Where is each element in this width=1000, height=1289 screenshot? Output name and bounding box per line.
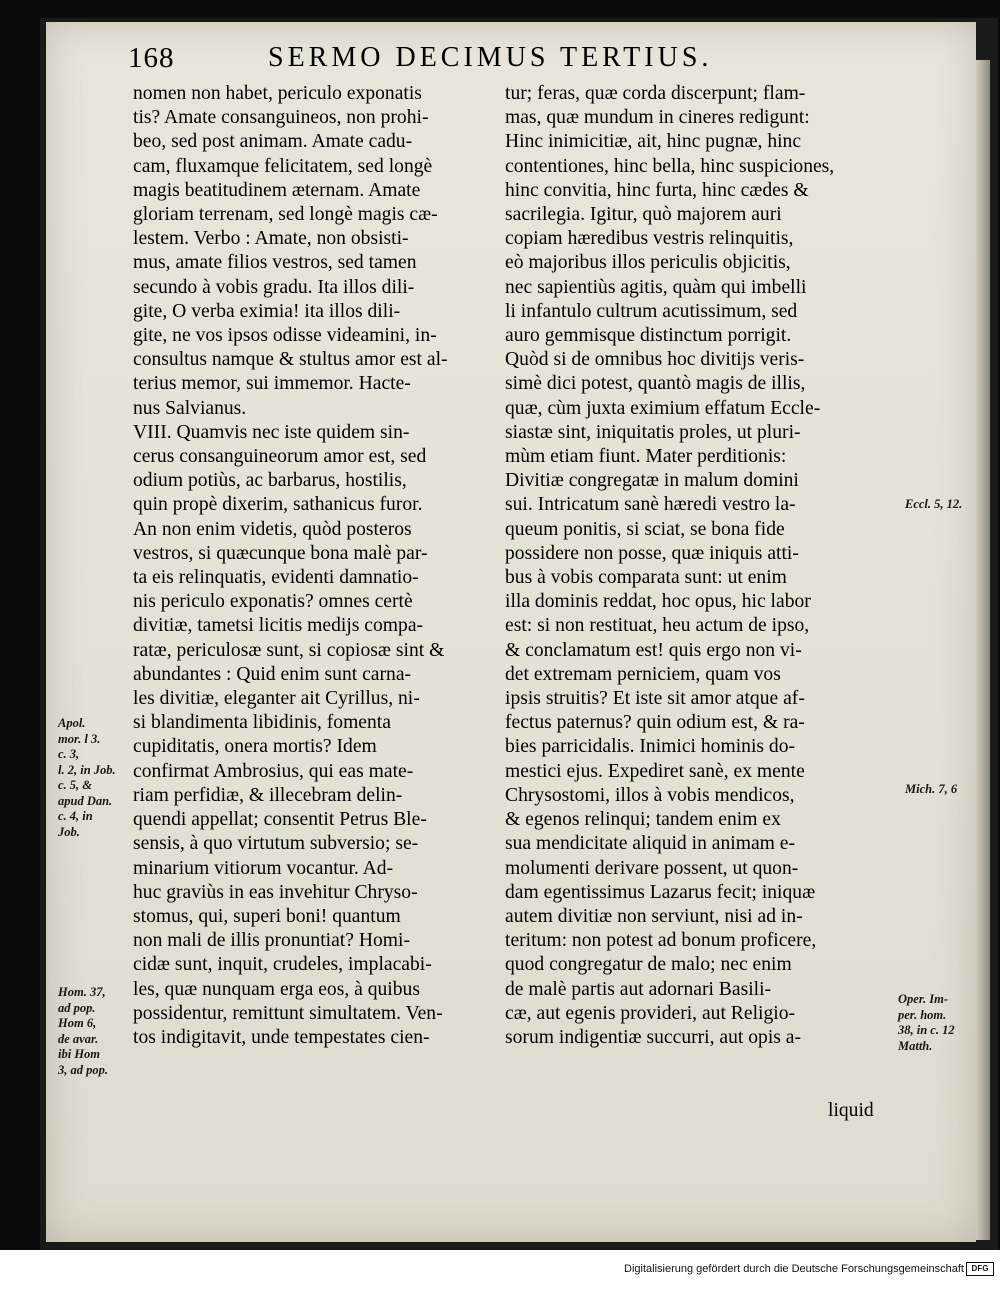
text-line: teritum: non potest ad bonum proficere, — [505, 930, 817, 952]
margin-note-line: ibi Hom — [58, 1047, 101, 1061]
catchword: liquid — [828, 1100, 874, 1121]
text-line: nis periculo exponatis? omnes certè — [133, 591, 413, 613]
dfg-logo: DFG — [966, 1262, 994, 1276]
text-line: possidere non posse, quæ iniquis atti- — [505, 542, 799, 564]
text-line: quod congregatur de malo; nec enim — [505, 954, 792, 976]
page-header — [128, 42, 888, 82]
text-line: consultus namque & stultus amor est al- — [133, 349, 448, 371]
text-line: illa dominis reddat, hoc opus, hic labor — [505, 591, 811, 613]
text-line: tos indigitavit, unde tempestates cien- — [133, 1026, 430, 1048]
text-line: huc graviùs in eas invehitur Chryso- — [133, 881, 418, 903]
text-line: divitiæ, tametsi licitis medijs compa- — [133, 615, 424, 637]
text-line: cupiditatis, onera mortis? Idem — [133, 736, 377, 758]
margin-note-hom — [58, 985, 108, 1078]
text-line: secundo à vobis gradu. Ita illos dili- — [133, 276, 415, 298]
text-line: tis? Amate consanguineos, non prohi- — [133, 107, 429, 129]
margin-note-line: ad pop. — [58, 1000, 96, 1015]
text-line: riam perfidiæ, & illecebram delin- — [133, 784, 403, 806]
text-line: possidentur, remittunt simultatem. Ven- — [133, 1002, 443, 1024]
running-head: SERMO DECIMUS TERTIUS. — [268, 42, 713, 73]
margin-note-line: Apol. — [58, 716, 86, 730]
text-line: contentiones, hinc bella, hinc suspiciones, — [505, 155, 835, 177]
margin-note-line: c. 3, — [58, 747, 80, 761]
text-line: Chrysostomi, illos à vobis mendicos, — [505, 784, 795, 806]
text-line: nus Salvianus. — [133, 397, 247, 419]
margin-note-line: c. 4, in — [58, 809, 93, 823]
page-number: 168 — [128, 42, 175, 74]
text-line: cam, fluxamque felicitatem, sed longè — [133, 155, 433, 177]
margin-note-line: per. hom. — [898, 1007, 947, 1022]
text-line: sacrilegia. Igitur, quò majorem auri — [505, 204, 782, 226]
margin-note-line: 3, ad pop. — [58, 1062, 108, 1077]
text-line: siastæ sint, iniquitatis proles, ut pluri- — [505, 421, 801, 443]
text-line: non mali de illis pronuntiat? Homi- — [133, 930, 410, 952]
margin-note-line: Hom 6, — [58, 1016, 97, 1030]
margin-note-apol — [58, 716, 116, 840]
text-line: mas, quæ mundum in cineres redigunt: — [505, 107, 810, 129]
text-line: bus à vobis comparata sunt: ut enim — [505, 567, 787, 589]
margin-note-line: Oper. Im- — [898, 992, 948, 1006]
text-line: terius memor, sui immemor. Hacte- — [133, 373, 411, 395]
text-line: ta eis relinquatis, evidenti damnatio- — [133, 567, 419, 589]
margin-note-line: de avar. — [58, 1031, 99, 1046]
margin-note-line: l. 2, in Job. — [58, 762, 116, 777]
text-line: cæ, aut egenis provideri, aut Religio- — [505, 1002, 796, 1024]
margin-note-line: c. 5, & — [58, 778, 93, 792]
text-line: vestros, si quæcunque bona malè par- — [133, 542, 428, 564]
margin-note-line: apud Dan. — [58, 793, 113, 808]
text-line: confirmat Ambrosius, qui eas mate- — [133, 760, 414, 782]
text-line: mus, amate filios vestros, sed tamen — [133, 252, 417, 274]
text-line: & conclamatum est! quis ergo non vi- — [505, 639, 802, 661]
page-edge — [976, 60, 990, 1240]
text-line: bies parricidalis. Inimici hominis do- — [505, 736, 796, 758]
text-line: Divitiæ congregatæ in malum domini — [505, 470, 799, 492]
margin-note-line: Hom. 37, — [58, 985, 106, 999]
margin-note-line: Job. — [58, 824, 80, 839]
text-line: les divitiæ, eleganter ait Cyrillus, ni- — [133, 688, 420, 710]
margin-note-eccl: Eccl. 5, 12. — [905, 497, 963, 511]
text-line: hinc convitia, hinc furta, hinc cædes & — [505, 179, 809, 201]
text-line: si blandimenta libidinis, fomenta — [133, 712, 391, 734]
text-line: auro gemmisque distinctum porrigit. — [505, 325, 792, 347]
text-line: molumenti derivare possent, ut quon- — [505, 857, 799, 879]
text-line: minarium vitiorum vocantur. Ad- — [133, 857, 394, 879]
text-line: li infantulo cultrum acutissimum, sed — [505, 300, 798, 322]
margin-note-line: 38, in c. 12 — [898, 1023, 955, 1037]
text-line: est: si non restituat, heu actum de ipso, — [505, 615, 810, 637]
left-text-column — [133, 82, 488, 1050]
text-line: sui. Intricatum sanè hæredi vestro la- — [505, 494, 796, 516]
text-line: quin propè dixerim, sathanicus furor. — [133, 494, 423, 516]
text-line: sensis, à quo virtutum subversio; se- — [133, 833, 419, 855]
text-line: Hinc inimicitiæ, ait, hinc pugnæ, hinc — [505, 131, 802, 153]
text-line: nomen non habet, periculo exponatis — [133, 83, 422, 104]
text-line: quæ, cùm juxta eximium effatum Eccle- — [505, 397, 821, 419]
text-line: quendi appellat; consentit Petrus Ble- — [133, 809, 427, 831]
text-line: les, quæ nunquam erga eos, à quibus — [133, 978, 420, 1000]
text-line: queum ponitis, si sciat, se bona fide — [505, 518, 785, 540]
text-line: cidæ sunt, inquit, crudeles, implacabi- — [133, 954, 432, 976]
text-line: odium potiùs, ac barbarus, hostilis, — [133, 470, 407, 492]
text-line: lestem. Verbo : Amate, non obsisti- — [133, 228, 409, 250]
text-line: de malè partis aut adornari Basili- — [505, 978, 772, 1000]
text-line: abundantes : Quid enim sunt carna- — [133, 663, 412, 685]
footer-credit: Digitalisierung gefördert durch die Deutsche Forschungsgemeinschaft — [624, 1263, 964, 1275]
text-line: Quòd si de omnibus hoc divitijs veris- — [505, 349, 805, 371]
right-text-column — [505, 82, 865, 1050]
text-line: sorum indigentiæ succurri, aut opis a- — [505, 1026, 802, 1048]
text-line: An non enim videtis, quòd posteros — [133, 518, 412, 540]
text-line: sua mendicitate aliquid in animam e- — [505, 833, 796, 855]
text-line: VIII. Quamvis nec iste quidem sin- — [133, 421, 410, 443]
digitization-footer — [0, 1250, 1000, 1289]
text-line: mùm etiam fiunt. Mater perditionis: — [505, 446, 787, 468]
text-line: simè dici potest, quantò magis de illis, — [505, 373, 806, 395]
text-line: stomus, qui, superi boni! quantum — [133, 905, 401, 927]
text-line: mestici ejus. Expediret sanè, ex mente — [505, 760, 805, 782]
text-line: fectus paternus? quin odium est, & ra- — [505, 712, 805, 734]
text-line: nec sapientiùs agitis, quàm qui imbelli — [505, 276, 807, 298]
margin-note-mich: Mich. 7, 6 — [905, 782, 958, 796]
text-line: gloriam terrenam, sed longè magis cæ- — [133, 204, 438, 226]
margin-note-line: mor. l 3. — [58, 731, 101, 746]
text-line: ipsis struitis? Et iste sit amor atque af- — [505, 688, 805, 710]
text-line: magis beatitudinem æternam. Amate — [133, 179, 421, 201]
text-line: tur; feras, quæ corda discerpunt; flam- — [505, 83, 806, 104]
text-line: dam egentissimus Lazarus fecit; iniquæ — [505, 881, 816, 903]
text-line: eò majoribus illos periculis objicitis, — [505, 252, 791, 274]
text-line: beo, sed post animam. Amate cadu- — [133, 131, 413, 153]
text-line: gite, O verba eximia! ita illos dili- — [133, 300, 401, 322]
margin-note-oper — [898, 992, 955, 1054]
text-line: det extremam perniciem, quam vos — [505, 663, 781, 685]
text-line: gite, ne vos ipsos odisse videamini, in- — [133, 325, 437, 347]
text-line: copiam hæredibus vestris relinquitis, — [505, 228, 794, 250]
text-line: autem divitiæ non serviunt, nisi ad in- — [505, 905, 803, 927]
text-line: ratæ, periculosæ sunt, si copiosæ sint & — [133, 639, 445, 661]
margin-note-line: Matth. — [898, 1038, 933, 1053]
text-line: & egenos relinqui; tandem enim ex — [505, 809, 781, 831]
text-line: cerus consanguineorum amor est, sed — [133, 446, 427, 468]
